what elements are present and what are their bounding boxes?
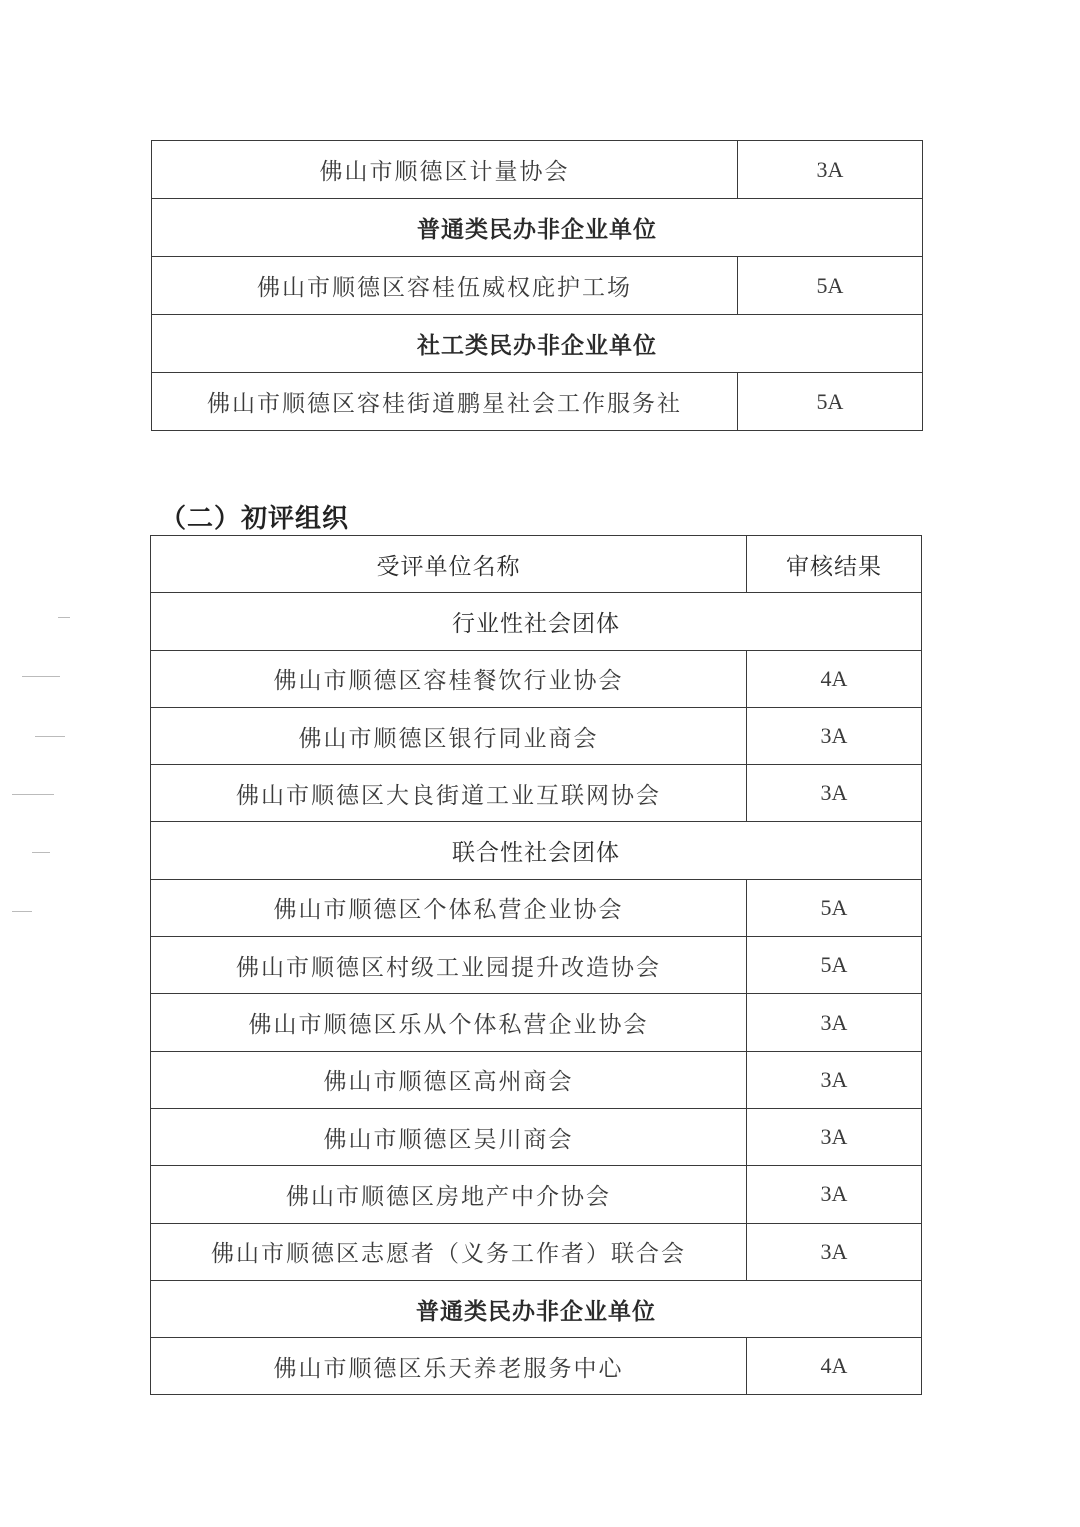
rating-result: 3A [747,1166,922,1223]
unit-name: 佛山市顺德区容桂餐饮行业协会 [151,650,747,707]
rating-result: 5A [747,937,922,994]
rating-result: 5A [747,879,922,936]
unit-name: 佛山市顺德区银行同业商会 [151,707,747,764]
table-row [151,765,922,822]
unit-name: 佛山市顺德区房地产中介协会 [151,1166,747,1223]
table-row [151,937,922,994]
table-row [151,1223,922,1280]
rating-result: 4A [747,650,922,707]
rating-result: 4A [747,1338,922,1395]
rating-result: 3A [747,994,922,1051]
unit-name: 佛山市顺德区计量协会 [152,141,738,199]
category-label: 社工类民办非企业单位 [152,315,923,373]
table-row [151,879,922,936]
unit-name: 佛山市顺德区高州商会 [151,1051,747,1108]
unit-name: 佛山市顺德区个体私营企业协会 [151,879,747,936]
category-row [151,593,922,650]
table-row [152,257,923,315]
rating-result: 3A [747,1108,922,1165]
rating-table-preliminary [150,535,922,1395]
category-label: 行业性社会团体 [151,593,922,650]
category-row [151,822,922,879]
unit-name: 佛山市顺德区乐从个体私营企业协会 [151,994,747,1051]
table-row [152,141,923,199]
unit-name: 佛山市顺德区村级工业园提升改造协会 [151,937,747,994]
table-row [151,1166,922,1223]
rating-result: 3A [747,765,922,822]
category-row [151,1280,922,1337]
rating-result: 3A [738,141,923,199]
category-row [152,315,923,373]
unit-name: 佛山市顺德区容桂伍威权庇护工场 [152,257,738,315]
rating-result: 3A [747,1223,922,1280]
scan-artifact [22,676,60,677]
unit-name: 佛山市顺德区容桂街道鹏星社会工作服务社 [152,373,738,431]
column-header-result: 审核结果 [747,536,922,593]
section-title: （二）初评组织 [160,504,350,534]
rating-result: 3A [747,707,922,764]
category-label: 联合性社会团体 [151,822,922,879]
table-row [151,1338,922,1395]
unit-name: 佛山市顺德区乐天养老服务中心 [151,1338,747,1395]
rating-table-continued [151,140,923,431]
rating-result: 5A [738,257,923,315]
unit-name: 佛山市顺德区大良街道工业互联网协会 [151,765,747,822]
scan-artifact [35,736,65,737]
column-header-name: 受评单位名称 [151,536,747,593]
rating-result: 3A [747,1051,922,1108]
header-row [151,536,922,593]
category-label: 普通类民办非企业单位 [151,1280,922,1337]
table-row [151,650,922,707]
scan-artifact [12,794,54,795]
scan-artifact [32,852,50,853]
table-row [151,707,922,764]
rating-result: 5A [738,373,923,431]
table-row [151,994,922,1051]
category-label: 普通类民办非企业单位 [152,199,923,257]
table-row [151,1051,922,1108]
category-row [152,199,923,257]
scan-artifact [12,911,32,912]
scan-artifact [58,617,70,618]
unit-name: 佛山市顺德区吴川商会 [151,1108,747,1165]
table-row [152,373,923,431]
table-row [151,1108,922,1165]
unit-name: 佛山市顺德区志愿者（义务工作者）联合会 [151,1223,747,1280]
